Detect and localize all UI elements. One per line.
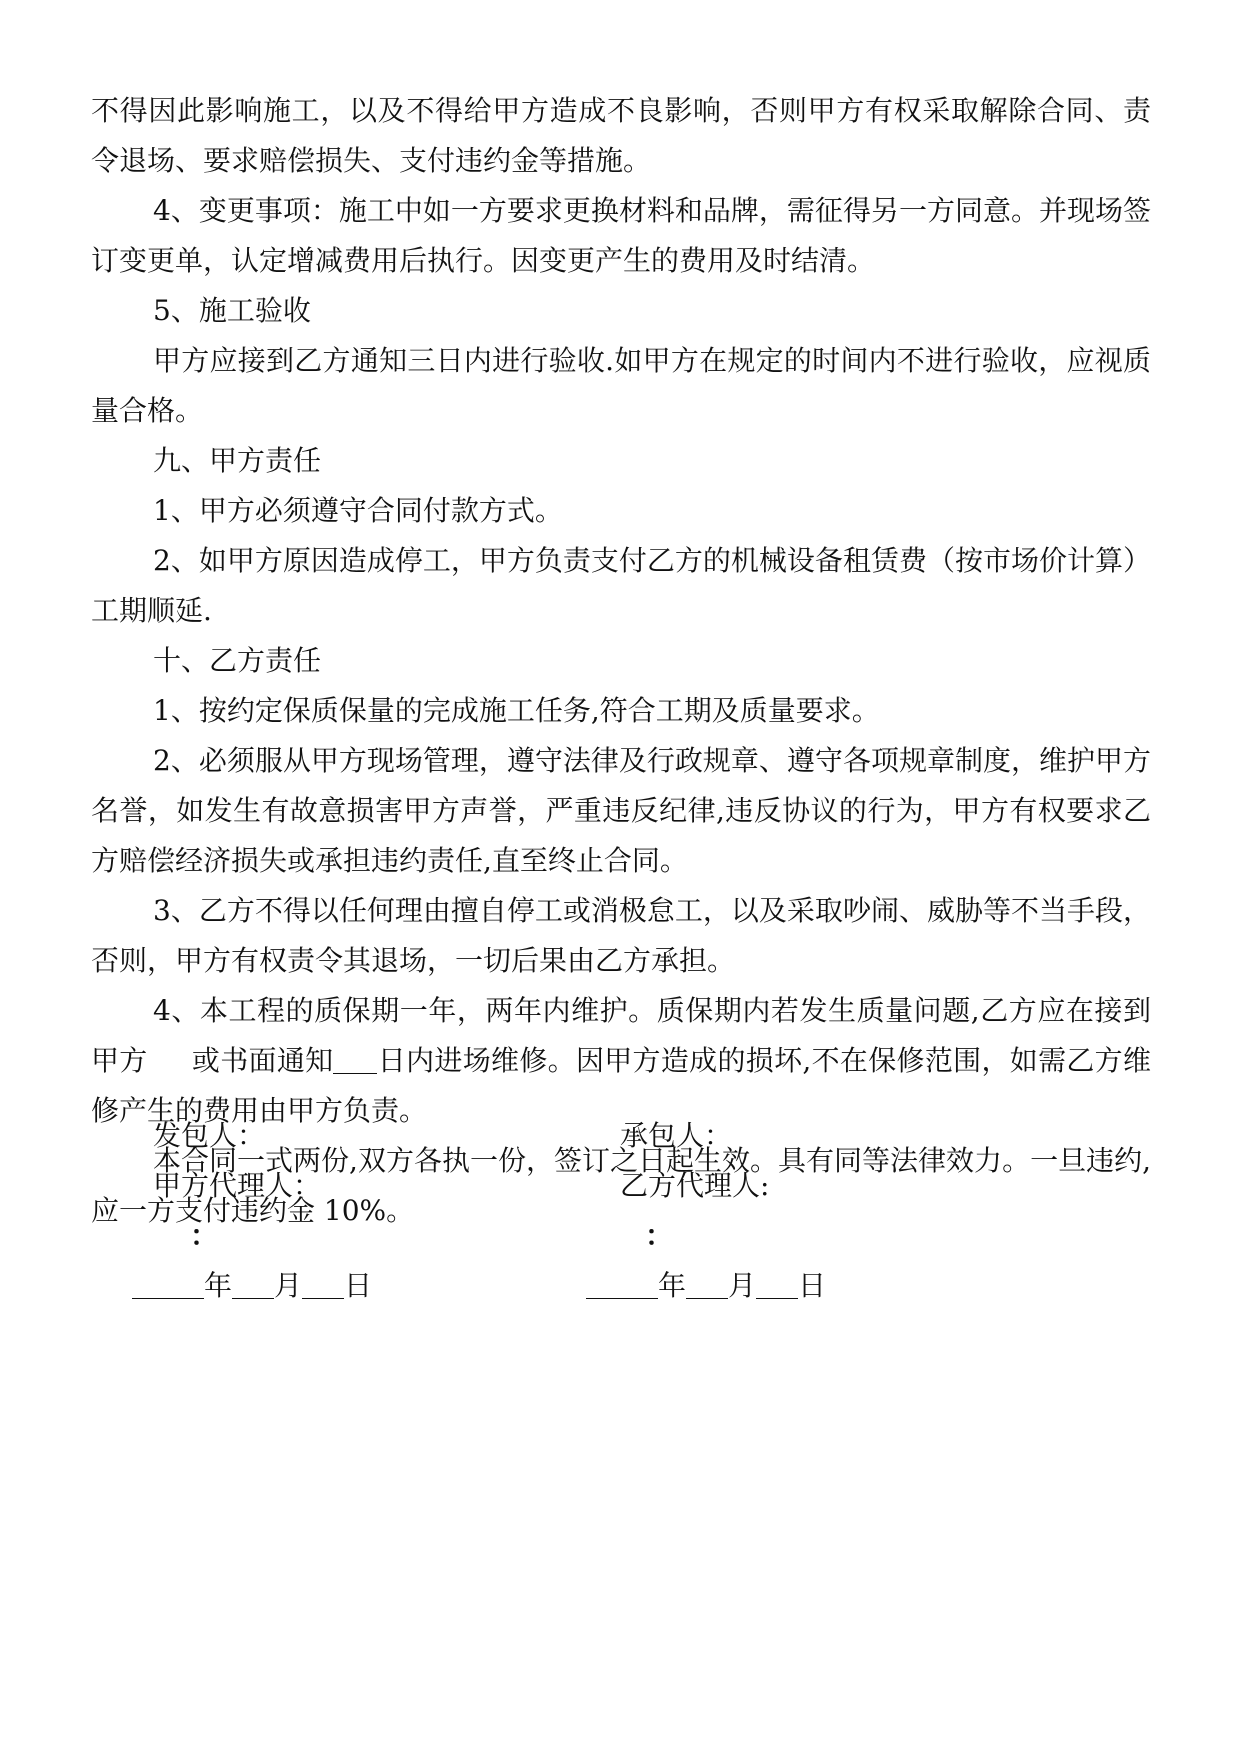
day-label: 日 — [798, 1269, 827, 1302]
clause-party-b-1: 1、按约定保质保量的完成施工任务,符合工期及质量要求。 — [153, 694, 880, 727]
year-label: 年 — [658, 1269, 687, 1302]
employer-label: 发包人： — [153, 1119, 266, 1152]
year-blank-field[interactable] — [586, 1270, 658, 1299]
contract-body — [91, 86, 1151, 1236]
month-label: 月 — [274, 1269, 303, 1302]
paragraph-change-items: 4、变更事项：施工中如一方要求更换材料和品牌，需征得另一方同意。并现场签订变更单，认定增减费用后执行。因变更产生的费用及时结清。 — [91, 194, 1151, 277]
party-b-agent-label: 乙方代理人: — [620, 1169, 770, 1202]
section-heading-party-a: 九、甲方责任 — [153, 444, 322, 477]
final-clause: 本合同一式两份,双方各执一份，签订之日起生效。具有同等法律效力。一旦违约,应一方支付违约金 10%。 — [91, 1144, 1151, 1227]
party-b-colon: ： — [645, 1219, 674, 1252]
party-b-date-line — [586, 1261, 826, 1311]
party-a-date-line — [132, 1261, 372, 1311]
month-blank-field[interactable] — [686, 1270, 728, 1299]
clause-party-b-3: 3、乙方不得以任何理由擅自停工或消极怠工，以及采取吵闹、威胁等不当手段，否则，甲方有权责令其退场，一切后果由乙方承担。 — [91, 894, 1151, 977]
party-a-colon: ： — [190, 1219, 219, 1252]
party-a-agent-label: 甲方代理人： — [153, 1169, 322, 1202]
year-label: 年 — [204, 1269, 233, 1302]
days-blank-field[interactable] — [333, 1045, 377, 1074]
month-blank-field[interactable] — [232, 1270, 274, 1299]
heading-acceptance: 5、施工验收 — [153, 294, 311, 327]
paragraph-continuation: 不得因此影响施工，以及不得给甲方造成不良影响，否则甲方有权采取解除合同、责令退场、要求赔偿损失、支付违约金等措施。 — [91, 94, 1151, 177]
clause-party-a-1: 1、甲方必须遵守合同付款方式。 — [153, 494, 563, 527]
day-blank-field[interactable] — [302, 1270, 344, 1299]
warranty-text-end: 日内进场维修。因甲方造成的损坏,不在保修范围，如需乙方维修产生的费用由甲方负责。 — [91, 1044, 1151, 1127]
day-label: 日 — [344, 1269, 373, 1302]
section-heading-party-b: 十、乙方责任 — [153, 644, 322, 677]
contractor-label: 承包人： — [620, 1119, 733, 1152]
year-blank-field[interactable] — [132, 1270, 204, 1299]
warranty-text-notice: 或书面通知 — [191, 1044, 334, 1077]
month-label: 月 — [728, 1269, 757, 1302]
clause-party-a-2: 2、如甲方原因造成停工，甲方负责支付乙方的机械设备租赁费（按市场价计算）工期顺延. — [91, 544, 1151, 627]
day-blank-field[interactable] — [756, 1270, 798, 1299]
clause-party-b-2: 2、必须服从甲方现场管理，遵守法律及行政规章、遵守各项规章制度，维护甲方名誉，如发生有故意损害甲方声誉，严重违反纪律,违反协议的行为，甲方有权要求乙方赔偿经济损失或承担违约责任,直至终止合同。 — [91, 744, 1151, 877]
warranty-text-start: 4、本工程的质保期一年，两年内维护。质保期内若发生质量问题,乙方应在接到甲方 — [91, 994, 1151, 1077]
paragraph-acceptance: 甲方应接到乙方通知三日内进行验收.如甲方在规定的时间内不进行验收，应视质量合格。 — [91, 344, 1151, 427]
